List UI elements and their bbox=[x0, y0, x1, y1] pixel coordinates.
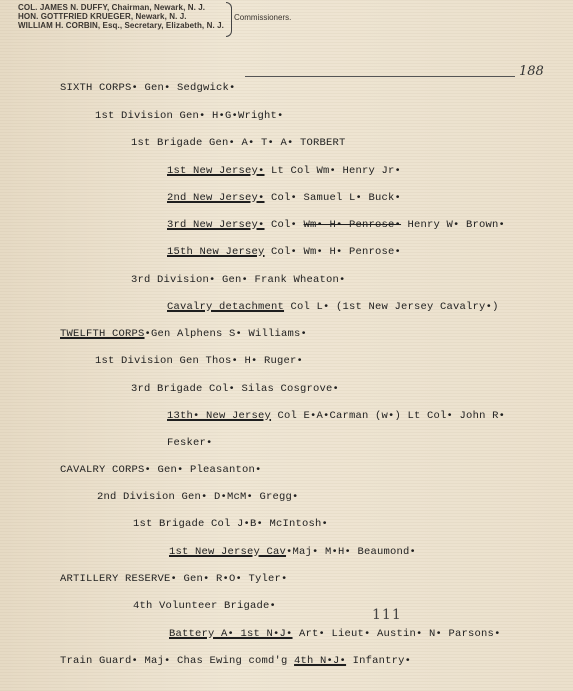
line-text: 1st Division Gen Thos• H• Ruger• bbox=[95, 355, 304, 367]
brigade-line bbox=[131, 383, 339, 395]
regiment-line bbox=[167, 301, 499, 313]
line-text: 4th Volunteer Brigade• bbox=[133, 600, 277, 612]
commander: •Gen Alphens S• Williams• bbox=[144, 328, 308, 340]
line-text: 2nd Division Gen• D•McM• Gregg• bbox=[97, 491, 299, 503]
regiment-name: Cavalry detachment bbox=[167, 301, 285, 313]
division-line bbox=[95, 355, 303, 367]
line-text: 1st Brigade Gen• A• T• A• TORBERT bbox=[131, 137, 346, 149]
brigade-line bbox=[133, 518, 328, 530]
battery-line bbox=[169, 628, 501, 640]
page-number: 188 bbox=[519, 64, 544, 79]
division-line bbox=[131, 274, 346, 286]
commander: Col E•A•Carman (w•) Lt Col• John R• bbox=[271, 410, 506, 422]
twelfth-corps-line bbox=[60, 328, 307, 340]
line-text: CAVALRY CORPS• Gen• Pleasanton• bbox=[60, 464, 262, 476]
regiment-name: 3rd New Jersey• bbox=[167, 219, 265, 231]
commander: Col• Samuel L• Buck• bbox=[264, 192, 402, 204]
regiment-name: 1st New Jersey Cav bbox=[169, 546, 287, 558]
regiment-line bbox=[167, 219, 505, 231]
header-rule bbox=[245, 76, 515, 77]
commander: Lt Col Wm• Henry Jr• bbox=[264, 165, 402, 177]
line-text: 3rd Division• Gen• Frank Wheaton• bbox=[131, 274, 346, 286]
commander: Henry W• Brown• bbox=[401, 219, 506, 231]
division-line bbox=[95, 110, 284, 122]
commander: Col• Wm• H• Penrose• bbox=[264, 246, 402, 258]
regiment-name: 1st New Jersey• bbox=[167, 165, 265, 177]
regiment-name: 15th New Jersey bbox=[167, 246, 265, 258]
line-text: Train Guard• Maj• Chas Ewing comd'g bbox=[60, 655, 295, 667]
commander: Art• Lieut• Austin• N• Parsons• bbox=[292, 628, 501, 640]
cavalry-corps-line bbox=[60, 464, 262, 476]
letterhead-brace bbox=[226, 2, 232, 37]
regiment-name: 2nd New Jersey• bbox=[167, 192, 265, 204]
letterhead-chairman: COL. JAMES N. DUFFY, Chairman, Newark, N. J. bbox=[18, 3, 206, 12]
corps-name: TWELFTH CORPS bbox=[60, 328, 145, 340]
line-text: ARTILLERY RESERVE• Gen• R•O• Tyler• bbox=[60, 573, 288, 585]
letterhead bbox=[18, 3, 224, 30]
letterhead-commissioners: Commissioners. bbox=[234, 13, 292, 22]
division-line bbox=[97, 491, 299, 503]
regiment-line bbox=[167, 246, 401, 258]
brigade-line bbox=[133, 600, 276, 612]
regiment-name: 13th• New Jersey bbox=[167, 410, 272, 422]
commander: •Maj• M•H• Beaumond• bbox=[286, 546, 417, 558]
line-text: 1st Division Gen• H•G•Wright• bbox=[95, 110, 284, 122]
commander-prefix: Col• bbox=[264, 219, 304, 231]
regiment-line bbox=[167, 192, 401, 204]
artillery-reserve-line bbox=[60, 573, 288, 585]
brigade-line bbox=[131, 137, 346, 149]
regiment-line bbox=[167, 410, 505, 422]
letterhead-secretary: WILLIAM H. CORBIN, Esq., Secretary, Elizabeth, N. J. bbox=[18, 21, 224, 30]
battery-name: Battery A• 1st N•J• bbox=[169, 628, 293, 640]
unit-type: Infantry• bbox=[346, 655, 412, 667]
line-text: 1st Brigade Col J•B• McIntosh• bbox=[133, 518, 329, 530]
continuation-line bbox=[167, 437, 213, 449]
sixth-corps-line bbox=[60, 82, 236, 94]
regiment-line bbox=[169, 546, 416, 558]
line-text: Fesker• bbox=[167, 437, 213, 449]
regiment-name: 4th N•J• bbox=[294, 655, 347, 667]
train-guard-line bbox=[60, 655, 411, 667]
line-text: 3rd Brigade Col• Silas Cosgrove• bbox=[131, 383, 340, 395]
commander: Col L• (1st New Jersey Cavalry•) bbox=[284, 301, 499, 313]
regiment-line bbox=[167, 165, 401, 177]
struck-name: Wm• H• Penrose• bbox=[303, 219, 402, 231]
letterhead-member: HON. GOTTFRIED KRUEGER, Newark, N. J. bbox=[18, 12, 187, 21]
pencil-page-number: 111 bbox=[372, 607, 402, 623]
line-text: SIXTH CORPS• Gen• Sedgwick• bbox=[60, 82, 236, 94]
